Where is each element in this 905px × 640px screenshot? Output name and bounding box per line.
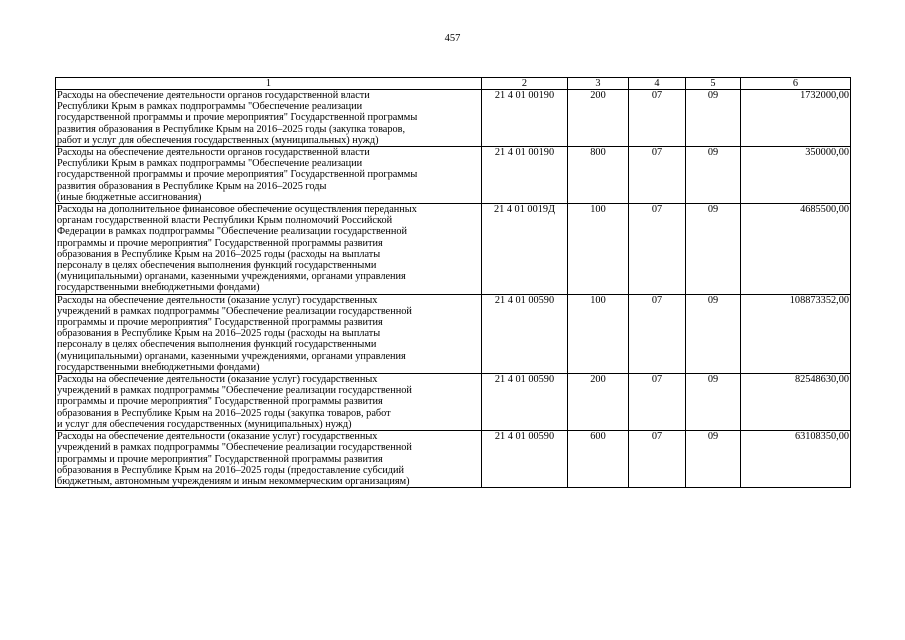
header-col-1: 1 (56, 78, 482, 90)
table-header (56, 78, 851, 90)
row-subsection: 09 (686, 294, 741, 373)
header-col-3: 3 (568, 78, 629, 90)
row-description: Расходы на обеспечение деятельности (оказание услуг) государственных учреждений в рамках подпрограммы "Обеспечение реализации государственной программы и прочие мероприятия" Государственной программы развития образования в Республике Крым на 2016–2025 годы (закупка товаров, работ и услуг для обеспечения государственных (муниципальных) нужд) (56, 374, 482, 431)
row-section: 07 (629, 90, 686, 147)
table-row (56, 90, 851, 147)
row-target-code: 21 4 01 0019Д (482, 204, 568, 295)
table-row (56, 431, 851, 488)
budget-table (55, 77, 851, 488)
row-subsection: 09 (686, 147, 741, 204)
header-col-2: 2 (482, 78, 568, 90)
row-amount: 108873352,00 (741, 294, 851, 373)
row-subsection: 09 (686, 90, 741, 147)
row-amount: 1732000,00 (741, 90, 851, 147)
row-target-code: 21 4 01 00590 (482, 294, 568, 373)
row-expense-type: 200 (568, 374, 629, 431)
row-section: 07 (629, 204, 686, 295)
table-row (56, 204, 851, 295)
header-col-6: 6 (741, 78, 851, 90)
row-subsection: 09 (686, 204, 741, 295)
header-row (56, 78, 851, 90)
row-target-code: 21 4 01 00590 (482, 374, 568, 431)
row-description: Расходы на обеспечение деятельности (оказание услуг) государственных учреждений в рамках подпрограммы "Обеспечение реализации государственной программы и прочие мероприятия" Государственной программы развития образования в Республике Крым на 2016–2025 годы (предоставление субсидий бюджетным, автономным учреждениям и иным некоммерческим организациям) (56, 431, 482, 488)
row-expense-type: 800 (568, 147, 629, 204)
row-section: 07 (629, 374, 686, 431)
row-amount: 350000,00 (741, 147, 851, 204)
row-description: Расходы на обеспечение деятельности (оказание услуг) государственных учреждений в рамках подпрограммы "Обеспечение реализации государственной программы и прочие мероприятия" Государственной программы развития образования в Республике Крым на 2016–2025 годы (расходы на выплаты персоналу в целях обеспечения выполнения функций государственными (муниципальными) органами, казенными учреждениями, органами управления государственными внебюджетными фондами) (56, 294, 482, 373)
row-description: Расходы на обеспечение деятельности органов государственной власти Республики Крым в рамках подпрограммы "Обеспечение реализации государственной программы и прочие мероприятия" Государственной программы развития образования в Республике Крым на 2016–2025 годы (иные бюджетные ассигнования) (56, 147, 482, 204)
row-amount: 82548630,00 (741, 374, 851, 431)
row-section: 07 (629, 147, 686, 204)
row-section: 07 (629, 294, 686, 373)
header-col-4: 4 (629, 78, 686, 90)
table-row (56, 374, 851, 431)
row-subsection: 09 (686, 374, 741, 431)
header-col-5: 5 (686, 78, 741, 90)
table-row (56, 294, 851, 373)
row-expense-type: 100 (568, 204, 629, 295)
row-amount: 63108350,00 (741, 431, 851, 488)
row-expense-type: 200 (568, 90, 629, 147)
row-description: Расходы на обеспечение деятельности органов государственной власти Республики Крым в рамках подпрограммы "Обеспечение реализации государственной программы и прочие мероприятия" Государственной программы развития образования в Республике Крым на 2016–2025 годы (закупка товаров, работ и услуг для обеспечения государственных (муниципальных) нужд) (56, 90, 482, 147)
row-target-code: 21 4 01 00590 (482, 431, 568, 488)
page-number: 457 (444, 33, 461, 44)
row-amount: 4685500,00 (741, 204, 851, 295)
row-target-code: 21 4 01 00190 (482, 147, 568, 204)
row-section: 07 (629, 431, 686, 488)
row-description: Расходы на дополнительное финансовое обеспечение осуществления переданных органам государственной власти Республики Крым полномочий Российской Федерации в рамках подпрограммы "Обеспечение реализации государственной программы и прочие мероприятия" Государственной программы развития образования в Республике Крым на 2016–2025 годы (расходы на выплаты персоналу в целях обеспечения выполнения функций государственными (муниципальными) органами, казенными учреждениями, органами управления государственными внебюджетными фондами) (56, 204, 482, 295)
table-body (56, 90, 851, 488)
table-row (56, 147, 851, 204)
row-subsection: 09 (686, 431, 741, 488)
row-target-code: 21 4 01 00190 (482, 90, 568, 147)
row-expense-type: 100 (568, 294, 629, 373)
row-expense-type: 600 (568, 431, 629, 488)
